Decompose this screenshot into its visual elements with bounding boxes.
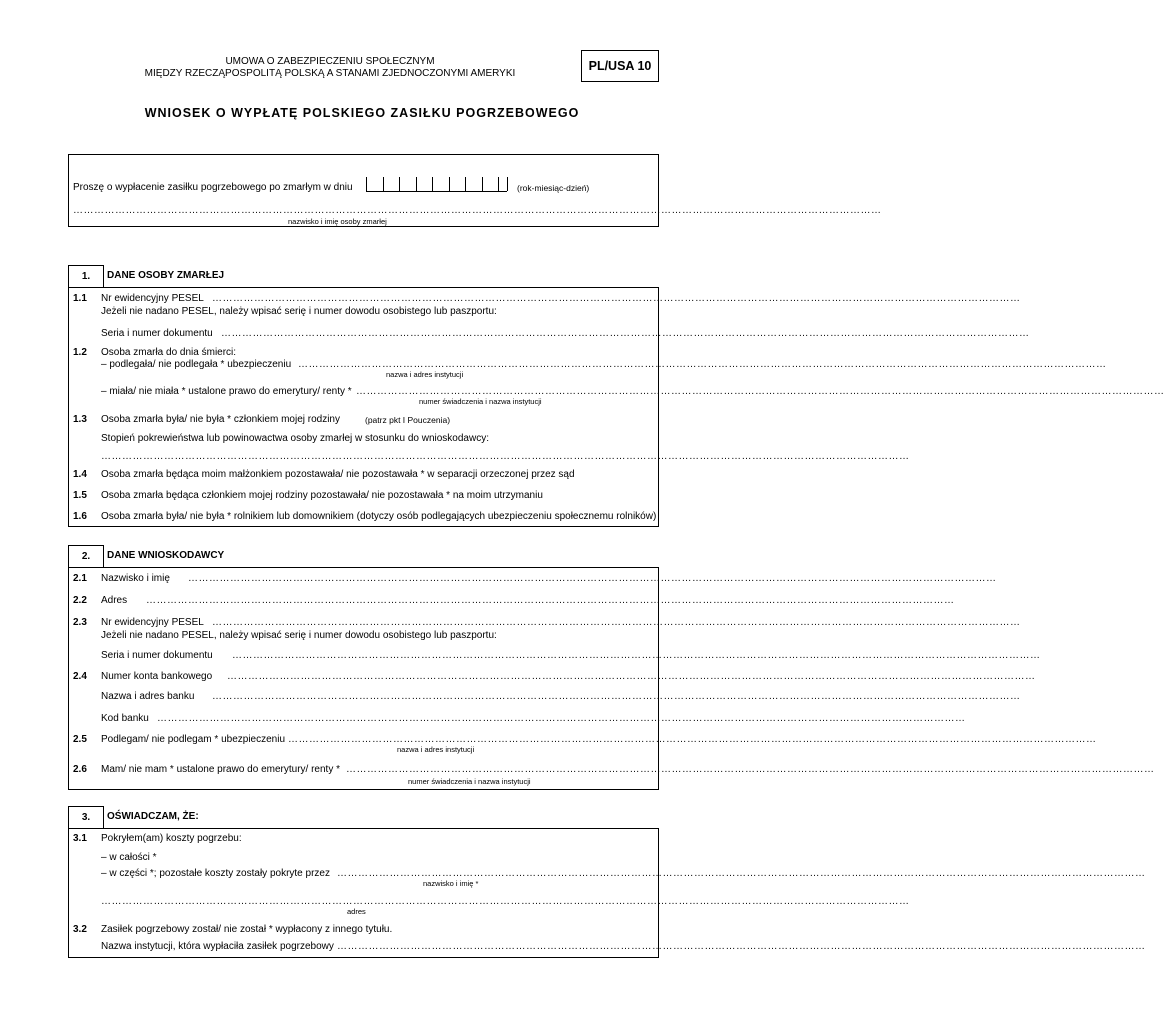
death-day-label: Osoba zmarła do dnia śmierci: (101, 347, 237, 358)
applicant-doc-label: Seria i numer dokumentu (101, 650, 213, 661)
family-note: (patrz pkt I Pouczenia) (365, 415, 451, 425)
applicant-pension-field[interactable]: …………………………………………………………………………………………………………………………………………………………………………………………………………… (346, 764, 1155, 775)
costs-partial-name-caption: nazwisko i imię * (423, 879, 479, 888)
item-number: 2.5 (73, 734, 87, 745)
date-field[interactable] (366, 191, 507, 192)
applicant-address-field[interactable]: …………………………………………………………………………………………………………………………………………………………………………………………………………… (146, 595, 955, 606)
applicant-insured-label: Podlegam/ nie podlegam * ubezpieczeniu (101, 734, 286, 745)
deceased-name-field[interactable]: …………………………………………………………………………………………………………………………………………………………………………………………………………… (73, 205, 882, 216)
item-number: 3.2 (73, 924, 87, 935)
relation-label: Stopień pokrewieństwa lub powinowactwa osoby zmarłej w stosunku do wnioskodawcy: (101, 433, 489, 444)
bank-code-label: Kod banku (101, 713, 149, 724)
item-number: 2.4 (73, 671, 87, 682)
item-number: 2.6 (73, 764, 87, 775)
bank-account-field[interactable]: …………………………………………………………………………………………………………………………………………………………………………………………………………… (227, 671, 1036, 682)
deceased-pesel-field[interactable]: …………………………………………………………………………………………………………………………………………………………………………………………………………… (212, 293, 1021, 304)
item-number: 1.3 (73, 414, 87, 425)
bank-name-field[interactable]: …………………………………………………………………………………………………………………………………………………………………………………………………………… (212, 691, 1021, 702)
costs-partial-option: – w części *; pozostałe koszty zostały pokryte przez (101, 868, 330, 879)
farmer-label: Osoba zmarła była/ nie była * rolnikiem lub domownikiem (dotyczy osób podlegających ubezpieczeniu społecznemu rolników) (101, 511, 657, 522)
deceased-pesel-label: Nr ewidencyjny PESEL (101, 293, 204, 304)
agreement-title-line2: MIĘDZY RZECZĄPOSPOLITĄ POLSKĄ A STANAMI ZJEDNOCZONYMI AMERYKI (144, 68, 516, 79)
deceased-doc-label: Seria i numer dokumentu (101, 328, 213, 339)
applicant-pension-caption: numer świadczenia i nazwa instytucji (408, 777, 531, 786)
costs-whole-option: – w całości * (101, 852, 157, 863)
section3-title: OŚWIADCZAM, ŻE: (107, 811, 199, 822)
section2-number: 2. (68, 545, 104, 568)
item-number: 1.1 (73, 293, 87, 304)
section3-box (68, 828, 1146, 958)
applicant-doc-field[interactable]: …………………………………………………………………………………………………………………………………………………………………………………………………………… (232, 650, 1041, 661)
request-text: Proszę o wypłacenie zasiłku pogrzebowego po zmarłym w dniu (73, 182, 353, 193)
costs-partial-address-field[interactable]: …………………………………………………………………………………………………………………………………………………………………………………………………………… (101, 896, 910, 907)
item-number: 1.4 (73, 469, 87, 480)
section1-number: 1. (68, 265, 104, 288)
date-format-hint: (rok-miesiąc-dzień) (517, 183, 590, 193)
applicant-pension-label: Mam/ nie mam * ustalone prawo do emerytury/ renty * (101, 764, 340, 775)
item-number: 1.6 (73, 511, 87, 522)
bank-name-label: Nazwa i adres banku (101, 691, 195, 702)
family-member-label: Osoba zmarła była/ nie była * członkiem mojej rodziny (101, 414, 340, 425)
item-number: 3.1 (73, 833, 87, 844)
bank-account-label: Numer konta bankowego (101, 671, 213, 682)
dependant-label: Osoba zmarła będąca członkiem mojej rodziny pozostawała/ nie pozostawała * na moim utrzymaniu (101, 490, 543, 501)
costs-partial-address-caption: adres (347, 907, 366, 916)
deceased-insured-label: – podlegała/ nie podlegała * ubezpieczeniu (101, 359, 292, 370)
deceased-pension-caption: numer świadczenia i nazwa instytucji (419, 397, 542, 406)
deceased-insured-field[interactable]: …………………………………………………………………………………………………………………………………………………………………………………………………………… (298, 359, 1107, 370)
deceased-doc-field[interactable]: …………………………………………………………………………………………………………………………………………………………………………………………………………… (221, 328, 1030, 339)
section2-title: DANE WNIOSKODAWCY (107, 550, 225, 561)
applicant-insured-field[interactable]: …………………………………………………………………………………………………………………………………………………………………………………………………………… (288, 734, 1097, 745)
paying-institution-field[interactable]: …………………………………………………………………………………………………………………………………………………………………………………………………………… (337, 941, 1146, 952)
costs-partial-name-field[interactable]: …………………………………………………………………………………………………………………………………………………………………………………………………………… (337, 868, 1146, 879)
applicant-pesel-field[interactable]: …………………………………………………………………………………………………………………………………………………………………………………………………………… (212, 617, 1021, 628)
section1-title: DANE OSOBY ZMARŁEJ (107, 270, 225, 281)
deceased-insured-caption: nazwa i adres instytucji (386, 370, 464, 379)
deceased-no-pesel-note: Jeżeli nie nadano PESEL, należy wpisać serię i numer dowodu osobistego lub paszportu: (101, 306, 497, 317)
form-code: PL/USA 10 (581, 50, 659, 82)
item-number: 2.2 (73, 595, 87, 606)
item-number: 2.3 (73, 617, 87, 628)
item-number: 1.2 (73, 347, 87, 358)
agreement-title-line1: UMOWA O ZABEZPIECZENIU SPOŁECZNYM (225, 56, 435, 67)
spouse-separation-label: Osoba zmarła będąca moim małżonkiem pozostawała/ nie pozostawała * w separacji orzeczonej przez sąd (101, 469, 575, 480)
applicant-pesel-label: Nr ewidencyjny PESEL (101, 617, 204, 628)
item-number: 1.5 (73, 490, 87, 501)
item-number: 2.1 (73, 573, 87, 584)
bank-code-field[interactable]: …………………………………………………………………………………………………………………………………………………………………………………………………………… (157, 713, 966, 724)
section3-number: 3. (68, 806, 104, 829)
applicant-name-label: Nazwisko i imię (101, 573, 170, 584)
applicant-insured-caption: nazwa i adres instytucji (397, 745, 475, 754)
paying-institution-label: Nazwa instytucji, która wypłaciła zasiłek pogrzebowy (101, 941, 334, 952)
applicant-address-label: Adres (101, 595, 128, 606)
deceased-pension-label: – miała/ nie miała * ustalone prawo do emerytury/ renty * (101, 386, 352, 397)
applicant-no-pesel-note: Jeżeli nie nadano PESEL, należy wpisać serię i numer dowodu osobistego lub paszportu: (101, 630, 497, 641)
form-title: WNIOSEK O WYPŁATĘ POLSKIEGO ZASIŁKU POGRZEBOWEGO (144, 106, 580, 120)
benefit-paid-label: Zasiłek pogrzebowy został/ nie został * wypłacony z innego tytułu. (101, 924, 393, 935)
costs-covered-label: Pokryłem(am) koszty pogrzebu: (101, 833, 242, 844)
deceased-pension-field[interactable]: …………………………………………………………………………………………………………………………………………………………………………………………………………… (356, 386, 1165, 397)
relation-field[interactable]: …………………………………………………………………………………………………………………………………………………………………………………………………………… (101, 451, 910, 462)
deceased-name-caption: nazwisko i imię osoby zmarłej (288, 217, 387, 226)
applicant-name-field[interactable]: …………………………………………………………………………………………………………………………………………………………………………………………………………… (188, 573, 997, 584)
